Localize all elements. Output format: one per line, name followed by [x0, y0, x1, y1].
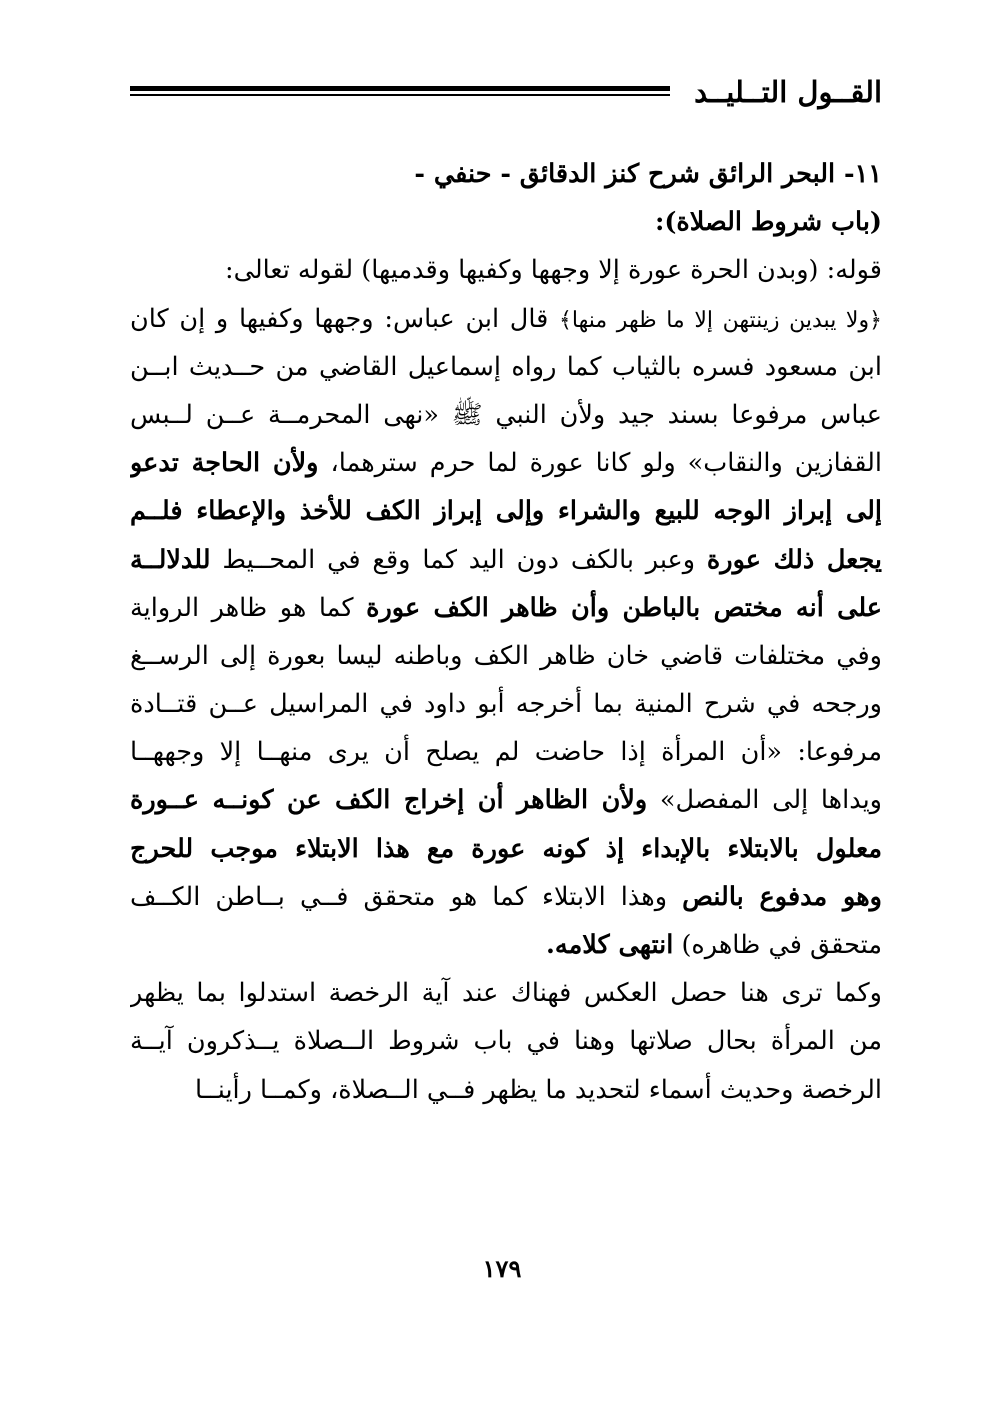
- text-line: [130, 246, 882, 294]
- text-line: [130, 295, 882, 343]
- book-title: القــول التــليــد: [694, 75, 882, 109]
- page-number: ١٧٩: [482, 1254, 522, 1283]
- text-segment: القفازين والنقاب» ولو كانا عورة لما حرم سترهما،: [318, 448, 882, 479]
- text-line: [130, 343, 882, 391]
- bold-text: انتهى كلامه.: [546, 930, 674, 960]
- page-body: [130, 150, 882, 1114]
- bold-text: ولأن الحاجة تدعو: [130, 448, 319, 479]
- text-segment: ورجحه في شرح المنية بما أخرجه أبو داود في المراسيل عــن قتــادة: [130, 689, 882, 720]
- running-header: [130, 72, 882, 112]
- text-line: [130, 632, 882, 680]
- bold-text: إلى إبراز الوجه للبيع والشراء وإلى إبراز الكف للأخذ والإعطاء فلــم: [130, 496, 882, 527]
- text-segment: وعبر بالكف دون اليد كما وقع في المحــيط: [210, 544, 707, 575]
- text-segment: ابن مسعود فسره بالثياب كما رواه إسماعيل القاضي من حــديث ابــن: [130, 351, 882, 382]
- bold-text: ولأن الظاهر أن إخراج الكف عن كونــه عــورة: [130, 785, 648, 816]
- chapter-heading: (باب شروط الصلاة):: [654, 207, 882, 238]
- text-line: [130, 1017, 882, 1065]
- text-segment: ويداها إلى المفصل»: [647, 785, 882, 816]
- text-segment: الرخصة وحديث أسماء لتحديد ما يظهر فــي الــصلاة، وكمــا رأينــا: [195, 1074, 882, 1105]
- bold-text: معلول بالابتلاء بالإبداء إذ كونه عورة مع هذا الابتلاء موجب للحرج: [130, 833, 882, 864]
- text-line: [130, 487, 882, 535]
- text-segment: وكما ترى هنا حصل العكس فهناك عند آية الرخصة استدلوا بما يظهر: [130, 978, 882, 1009]
- text-line: [130, 584, 882, 632]
- text-line: [130, 969, 882, 1017]
- text-segment: وفي مختلفات قاضي خان ظاهر الكف وباطنه ليسا بعورة إلى الرســغ: [130, 640, 882, 671]
- text-line: [130, 921, 882, 969]
- bold-text: على أنه مختص بالباطن وأن ظاهر الكف عورة: [366, 592, 882, 623]
- bold-text: للدلالــة: [130, 544, 211, 575]
- quran-verse: ﴿ولا يبدين زينتهن إلا ما ظهر منها﴾: [559, 307, 882, 333]
- bold-text: يجعل ذلك عورة: [706, 544, 882, 575]
- text-line: [130, 728, 882, 776]
- text-segment: كما هو ظاهر الرواية: [130, 592, 367, 623]
- text-segment: من المرأة بحال صلاتها وهنا في باب شروط الــصلاة يــذكرون آيــة: [130, 1026, 882, 1057]
- text-line: [130, 825, 882, 873]
- text-line: [130, 1066, 882, 1114]
- body-text: [130, 246, 882, 1113]
- text-segment: وهذا الابتلاء كما هو متحقق فــي بــاطن الكــف: [130, 881, 683, 912]
- section-heading: ١١- البحر الرائق شرح كنز الدقائق - حنفي -: [414, 159, 882, 189]
- header-rule: [130, 86, 670, 96]
- text-line: [130, 776, 882, 824]
- text-line: [130, 680, 882, 728]
- text-line: [130, 873, 882, 921]
- text-segment: متحقق في ظاهره): [673, 930, 882, 960]
- text-segment: قوله: (وبدن الحرة عورة إلا وجهها وكفيها وقدميها) لقوله تعالى:: [225, 255, 882, 286]
- text-segment: مرفوعا: «أن المرأة إذا حاضت لم يصلح أن يرى منهــا إلا وجههــا: [130, 737, 882, 768]
- bold-text: وهو مدفوع بالنص: [682, 881, 882, 912]
- text-segment: قال ابن عباس: وجهها وكفيها و إن كان: [130, 303, 560, 334]
- text-line: [130, 439, 882, 487]
- text-segment: عباس مرفوعا بسند جيد ولأن النبي ﷺ «نهى المحرمــة عــن لــبس: [130, 399, 882, 430]
- text-line: [130, 536, 882, 584]
- text-line: [130, 391, 882, 439]
